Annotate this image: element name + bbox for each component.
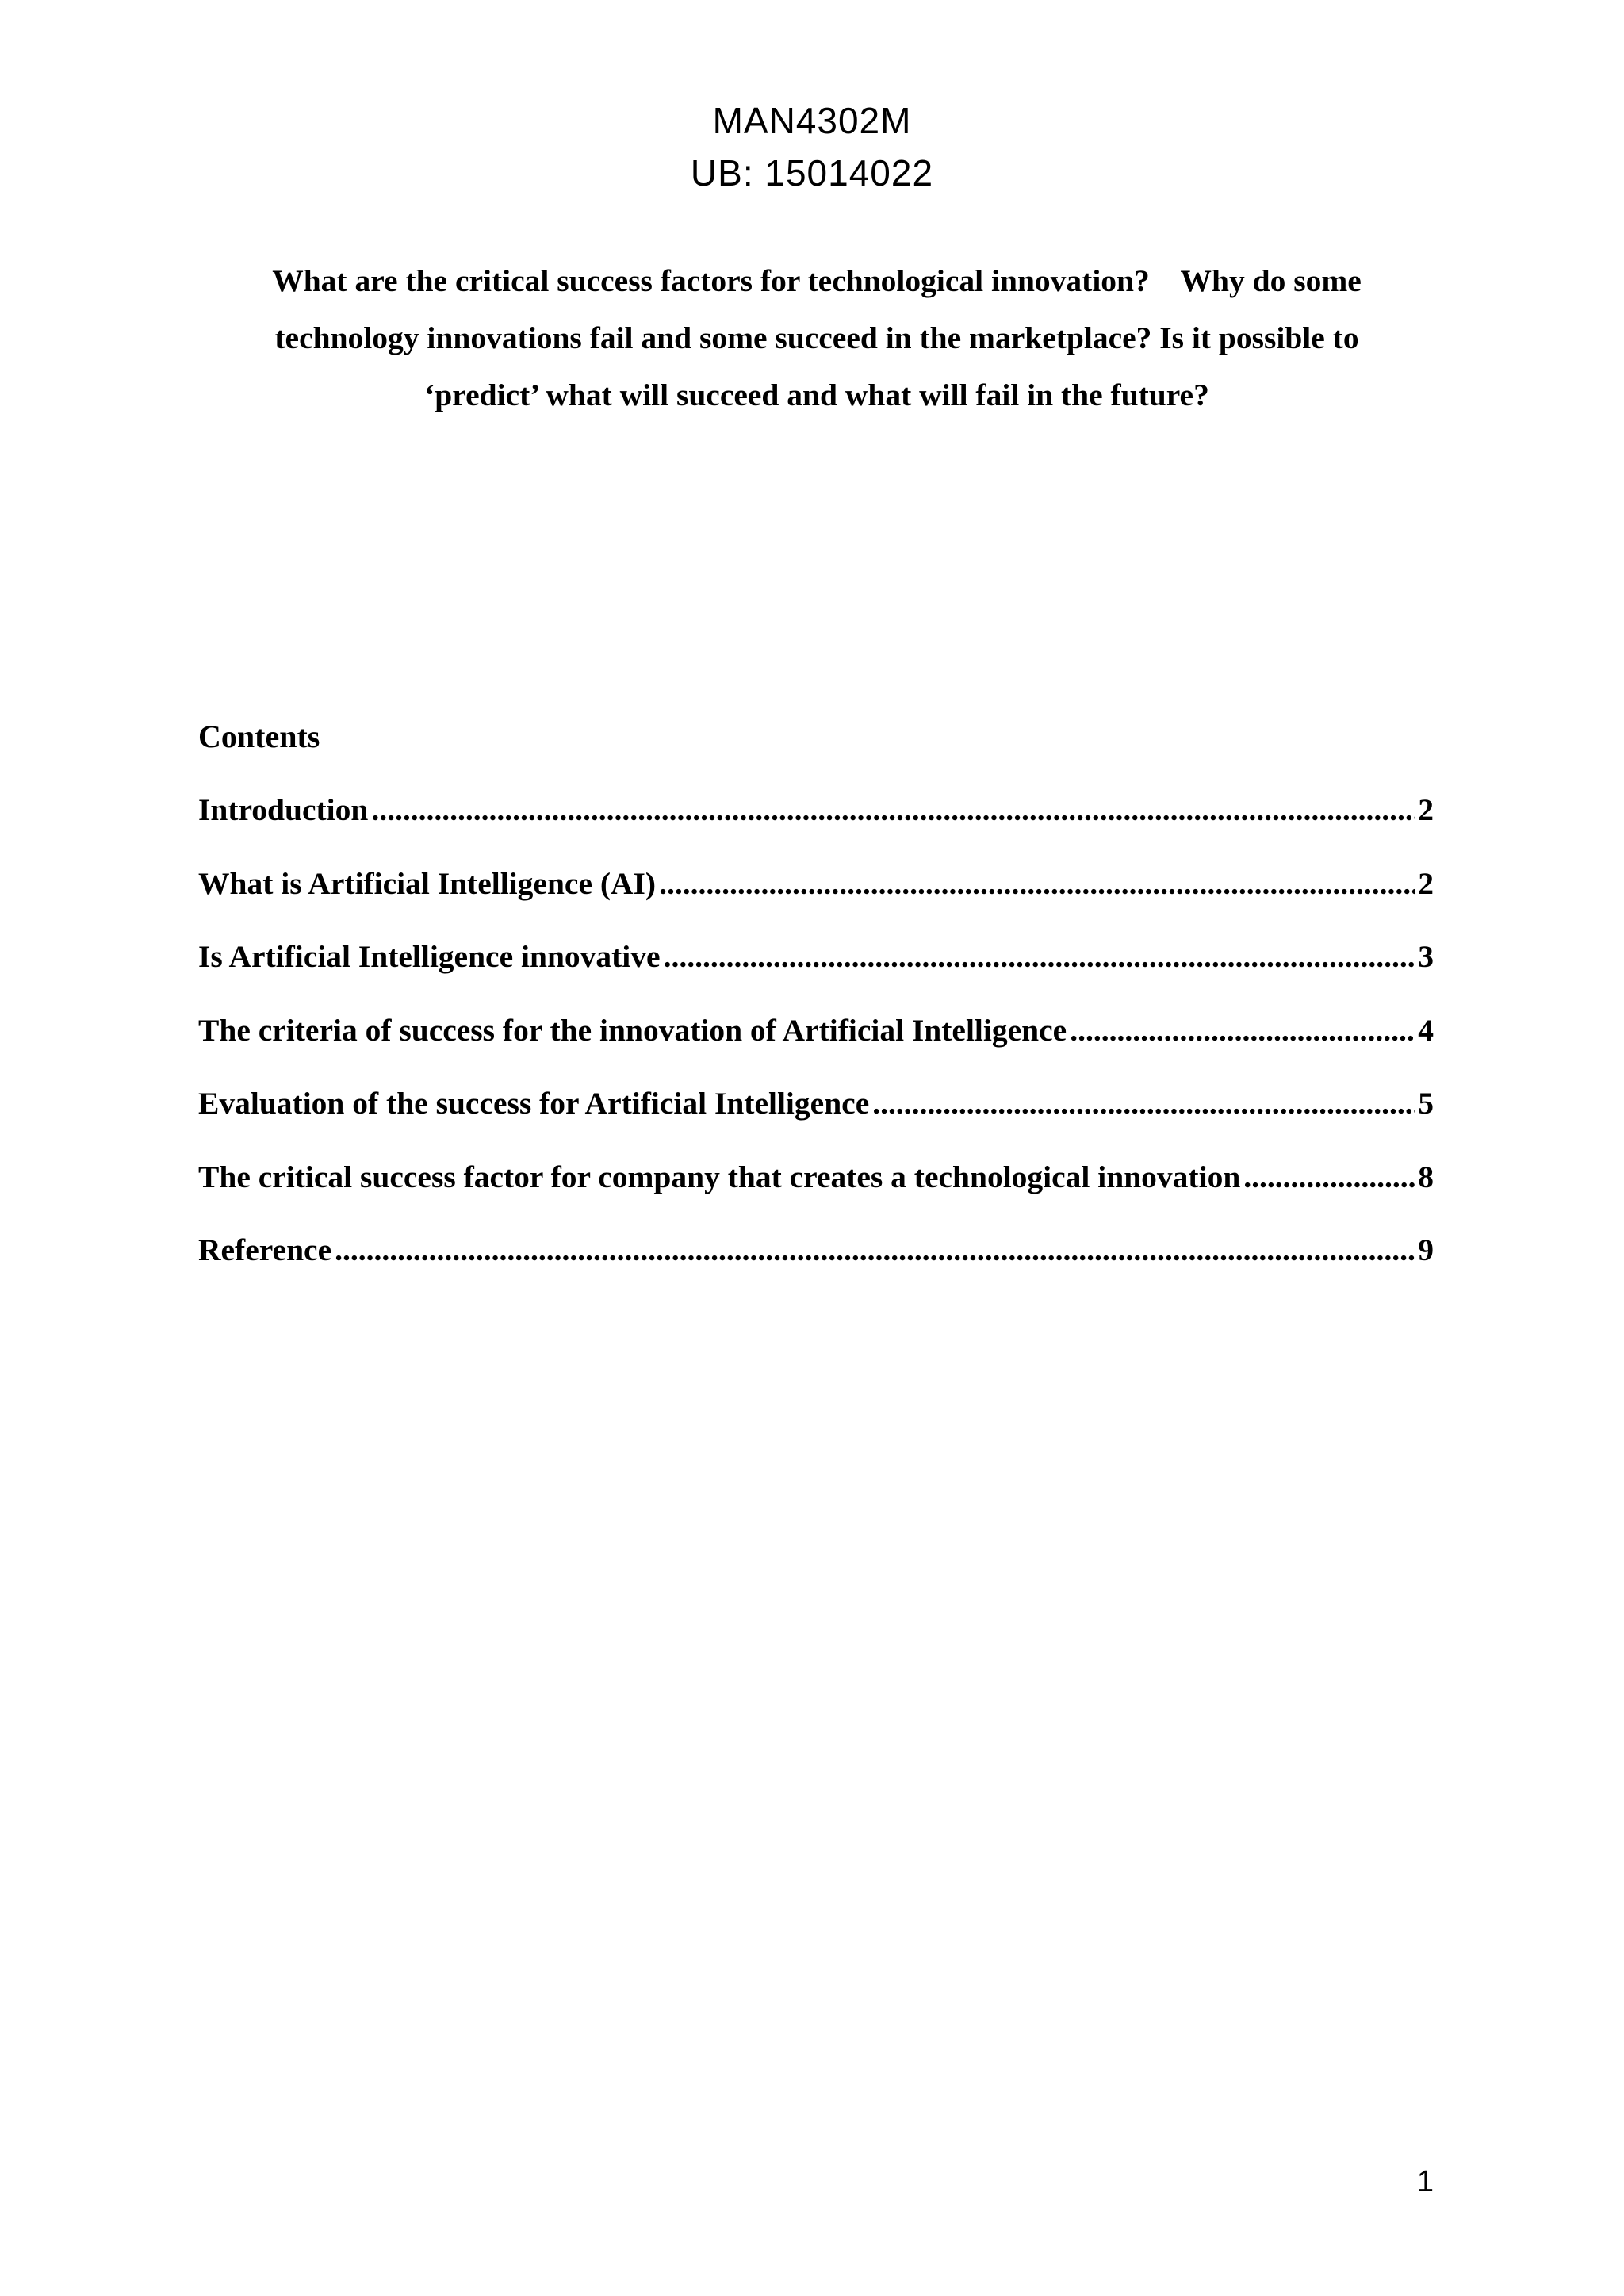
toc-heading: Contents xyxy=(198,719,320,754)
toc-entry-is-ai-innovative[interactable] xyxy=(198,937,1434,1010)
question-line: technology innovations fail and some succeed in the marketplace? Is it possible to xyxy=(274,320,1359,355)
toc-entry-page: 2 xyxy=(1418,792,1434,827)
student-id: UB: 15014022 xyxy=(690,152,934,194)
toc-entry-introduction[interactable] xyxy=(198,790,1434,864)
toc-entry-critical-success-factor[interactable] xyxy=(198,1157,1434,1231)
toc-entry-page: 9 xyxy=(1418,1232,1434,1267)
toc-entry-evaluation-of-success[interactable] xyxy=(198,1083,1434,1157)
toc-entry-title: Is Artificial Intelligence innovative xyxy=(198,939,661,974)
essay-question xyxy=(198,252,1435,424)
toc-entry-title: Evaluation of the success for Artificial Intelligence xyxy=(198,1086,870,1121)
toc-entry-page: 2 xyxy=(1418,865,1434,901)
toc-entry-criteria-of-success[interactable] xyxy=(198,1010,1434,1084)
toc-entry-reference[interactable] xyxy=(198,1230,1434,1304)
toc-entry-title: Introduction xyxy=(198,792,369,827)
question-line: ‘predict’ what will succeed and what will fail in the future? xyxy=(424,378,1209,412)
toc-dot-leader xyxy=(664,937,1415,976)
page-number: 1 xyxy=(1416,2165,1434,2198)
question-line: What are the critical success factors for technological innovation? Why do some xyxy=(272,263,1362,298)
toc-dot-leader xyxy=(872,1083,1415,1123)
toc-entry-page: 3 xyxy=(1418,939,1434,974)
toc-entry-title: The criteria of success for the innovation of Artificial Intelligence xyxy=(198,1012,1067,1048)
toc-dot-leader xyxy=(1243,1157,1415,1197)
table-of-contents xyxy=(198,790,1434,1304)
toc-entry-title: Reference xyxy=(198,1232,332,1267)
toc-entry-page: 5 xyxy=(1418,1086,1434,1121)
toc-entry-what-is-ai[interactable] xyxy=(198,864,1434,937)
course-code: MAN4302M xyxy=(712,100,912,141)
toc-entry-title: What is Artificial Intelligence (AI) xyxy=(198,865,657,901)
toc-entry-page: 8 xyxy=(1418,1159,1434,1194)
toc-dot-leader xyxy=(335,1230,1415,1270)
toc-dot-leader xyxy=(659,864,1415,903)
toc-dot-leader xyxy=(1070,1010,1415,1050)
toc-entry-title: The critical success factor for company that creates a technological innovation xyxy=(198,1159,1241,1194)
toc-dot-leader xyxy=(371,790,1415,830)
toc-entry-page: 4 xyxy=(1418,1012,1434,1048)
